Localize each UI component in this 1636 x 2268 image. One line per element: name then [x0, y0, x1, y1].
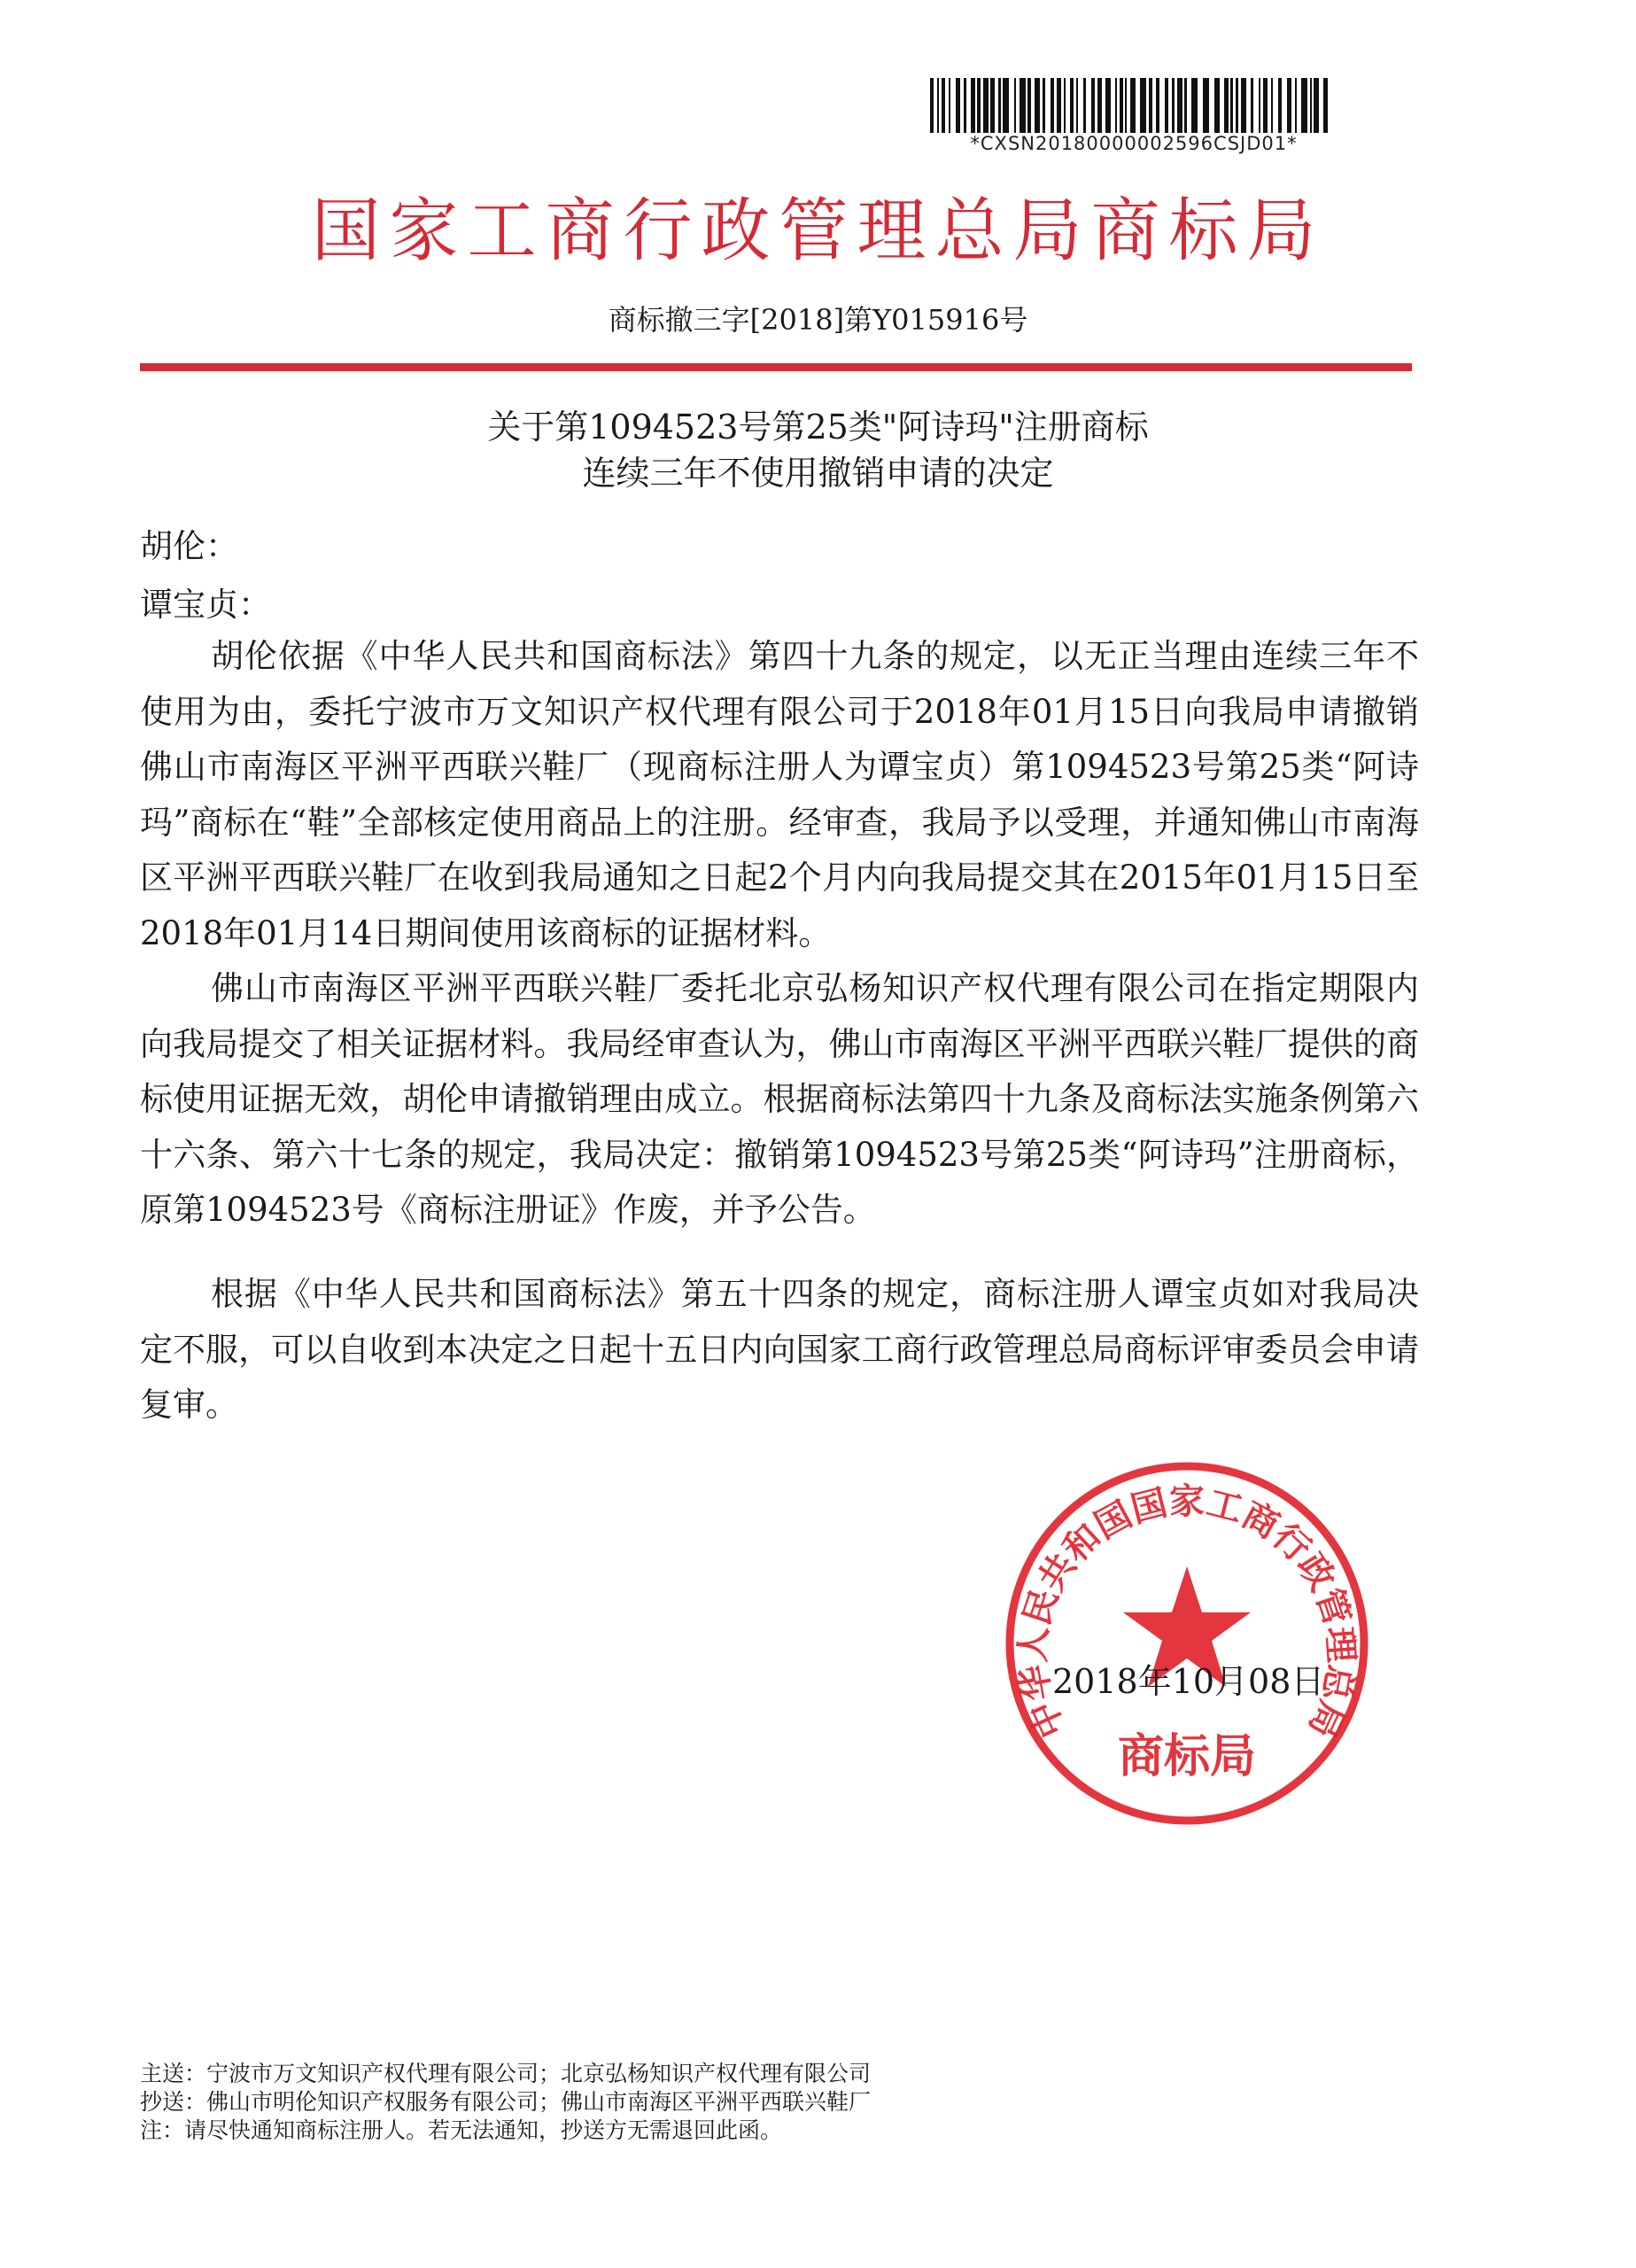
- barcode-number: *CXSN20180000002596CSJD01*: [970, 133, 1298, 154]
- recipient-registrant: 谭宝贞：: [140, 586, 271, 624]
- barcode: [930, 78, 1337, 133]
- decision-title-line-1: 关于第1094523号第25类"阿诗玛"注册商标: [487, 408, 1149, 447]
- document-number: 商标撤三字[2018]第Y015916号: [608, 303, 1028, 337]
- body-paragraph-2: 佛山市南海区平洲平西联兴鞋厂委托北京弘杨知识产权代理有限公司在指定期限内向我局提交了相关证据材料。我局经审查认为，佛山市南海区平洲平西联兴鞋厂提供的商标使用证据无效，胡伦申请撤销理由成立。根据商标法第四十九条及商标法实施条例第六十六条、第六十七条的规定，我局决定：撤销第1094523号第25类“阿诗玛”注册商标，原第1094523号《商标注册证》作废，并予公告。: [140, 969, 1419, 1229]
- footer-copy-send: 抄送：佛山市明伦知识产权服务有限公司；佛山市南海区平洲平西联兴鞋厂: [140, 2089, 872, 2115]
- decision-title-line-2: 连续三年不使用撤销申请的决定: [582, 454, 1054, 493]
- recipient-applicant: 胡伦：: [140, 527, 238, 565]
- seal-center-text: 商标局: [1117, 1729, 1257, 1783]
- body-paragraph-3: 根据《中华人民共和国商标法》第五十四条的规定，商标注册人谭宝贞如对我局决定不服，可以自收到本决定之日起十五日内向国家工商行政管理总局商标评审委员会申请复审。: [140, 1275, 1419, 1424]
- body-paragraph-1: 胡伦依据《中华人民共和国商标法》第四十九条的规定，以无正当理由连续三年不使用为由，委托宁波市万文知识产权代理有限公司于2018年01月15日向我局申请撤销佛山市南海区平洲平西联兴鞋厂（现商标注册人为谭宝贞）第1094523号第25类“阿诗玛”商标在“鞋”全部核定使用商品上的注册。经审查，我局予以受理，并通知佛山市南海区平洲平西联兴鞋厂在收到我局通知之日起2个月内向我局提交其在2015年01月15日至2018年01月14日期间使用该商标的证据材料。: [140, 637, 1419, 952]
- footer-main-send: 主送：宁波市万文知识产权代理有限公司；北京弘杨知识产权代理有限公司: [140, 2061, 872, 2086]
- decision-date: 2018年10月08日: [1052, 1662, 1325, 1701]
- seal-ring-text: 中华人民共和国国家工商行政管理总局: [1012, 1480, 1362, 1744]
- distribution-footer: [140, 2060, 871, 2145]
- footer-note: 注：请尽快通知商标注册人。若无法通知，抄送方无需退回此函。: [140, 2117, 783, 2143]
- agency-title: 国家工商行政管理总局商标局: [311, 191, 1325, 271]
- header-divider: [140, 363, 1412, 371]
- official-seal: [996, 1453, 1377, 1834]
- decision-title: [0, 404, 1636, 496]
